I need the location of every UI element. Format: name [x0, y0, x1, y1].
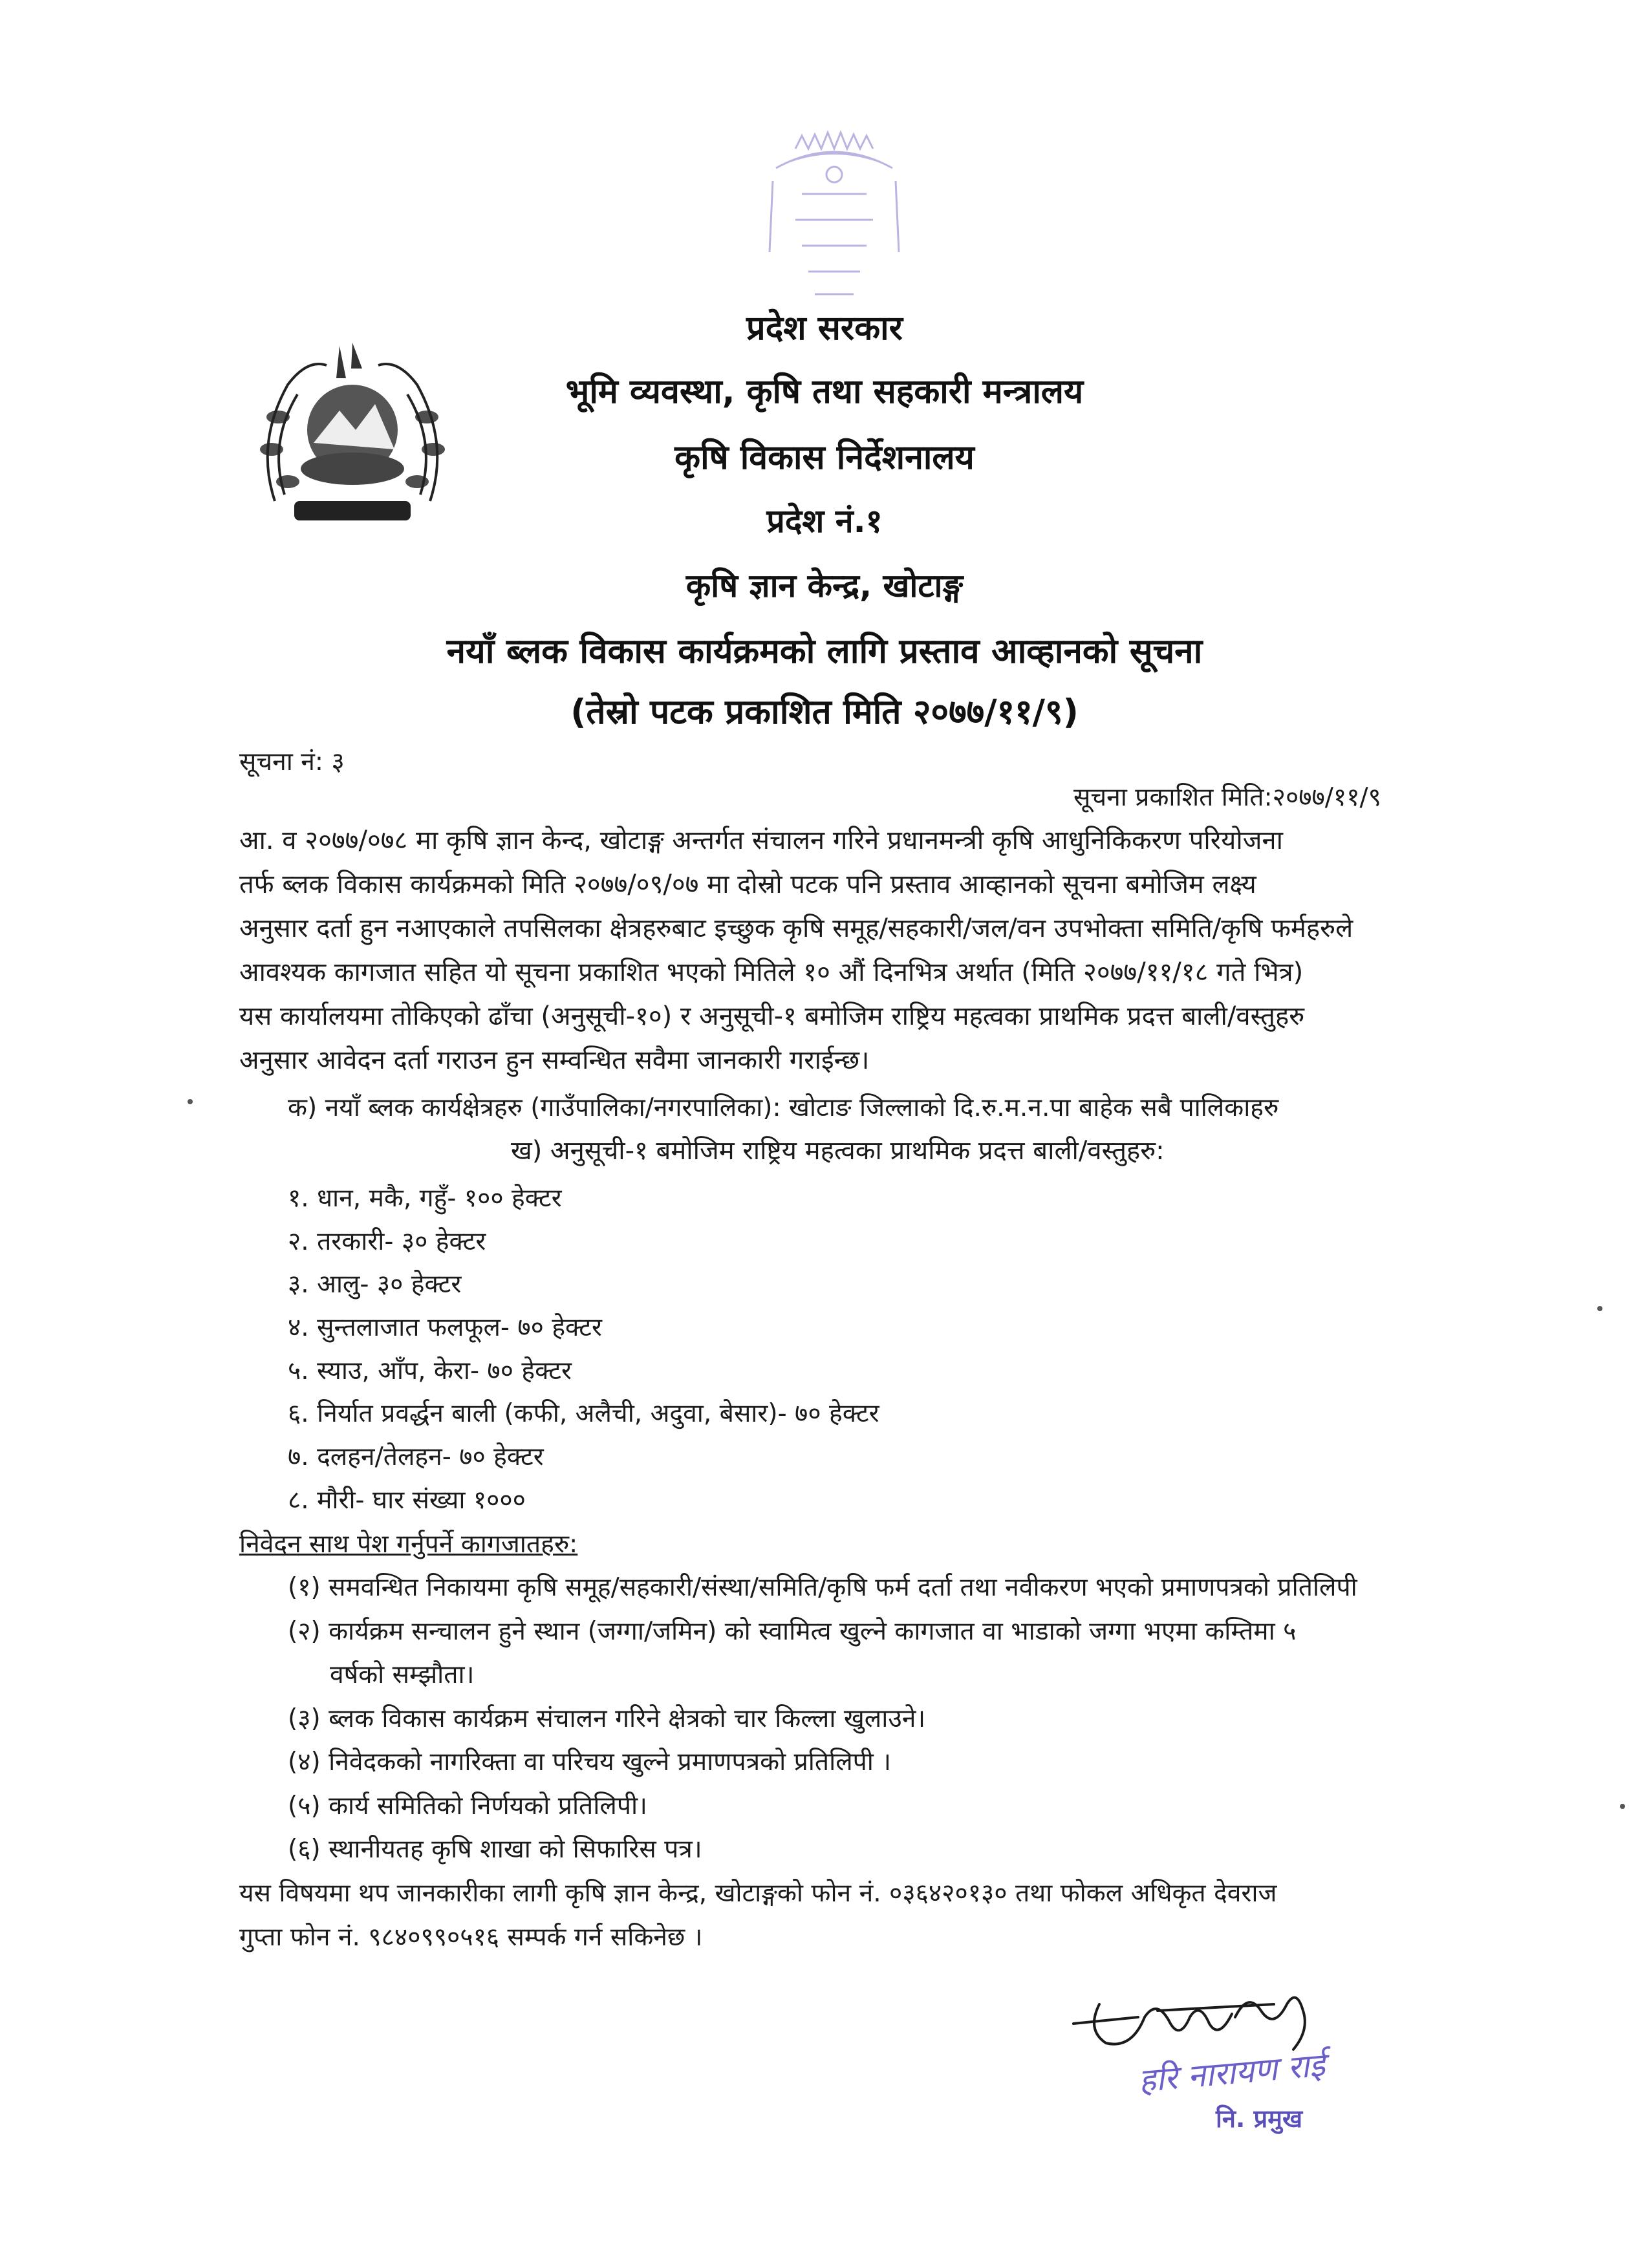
header-province-government: प्रदेश सरकार — [746, 309, 903, 348]
signatory-name: हरि नारायण राई — [1137, 2046, 1327, 2100]
crop-item: ३. आलु- ३० हेक्टर — [288, 1270, 462, 1299]
intro-line: अनुसार आवेदन दर्ता गराउन हुन सम्वन्धित सवैमा जानकारी गराईन्छ। — [239, 1045, 870, 1075]
document-item: (४) निवेदकको नागरिक्ता वा परिचय खुल्ने प्रमाणपत्रको प्रतिलिपी । — [288, 1748, 892, 1777]
crop-item: ५. स्याउ, आँप, केरा- ७० हेक्टर — [288, 1356, 572, 1385]
document-item: (३) ब्लक विकास कार्यक्रम संचालन गरिने क्षेत्रको चार किल्ला खुलाउने। — [288, 1704, 926, 1733]
notice-title: नयाँ ब्लक विकास कार्यक्रमको लागि प्रस्ताव आव्हानको सूचना — [446, 632, 1203, 671]
scan-speck — [1597, 1306, 1602, 1311]
document-item: (६) स्थानीयतह कृषि शाखा को सिफारिस पत्र। — [288, 1835, 702, 1864]
office-stamp-icon — [750, 123, 918, 323]
header-office: कृषि ज्ञान केन्द्र, खोटाङ्ग — [685, 567, 964, 604]
document-item: (५) कार्य समितिको निर्णयको प्रतिलिपी। — [288, 1792, 647, 1821]
document-item-continuation: वर्षको सम्झौता। — [330, 1660, 475, 1689]
crop-item: १. धान, मकै, गहुँ- १०० हेक्टर — [288, 1184, 562, 1213]
crop-item: ७. दलहन/तेलहन- ७० हेक्टर — [288, 1442, 544, 1471]
documents-heading: निवेदन साथ पेश गर्नुपर्ने कागजातहरु: — [239, 1530, 578, 1559]
intro-line: आ. व २०७७/०७८ मा कृषि ज्ञान केन्द, खोटाङ्ग अन्तर्गत संचालन गरिने प्रधानमन्त्री कृषि आधुनिकिकरण परियोजना — [239, 826, 1283, 855]
document-item: (१) समवन्धित निकायमा कृषि समूह/सहकारी/संस्था/समिति/कृषि फर्म दर्ता तथा नवीकरण भएको प्रमाणपत्रको प्रतिलिपी — [288, 1573, 1357, 1602]
signatory-title: नि. प्रमुख — [1216, 2104, 1303, 2133]
crop-item: २. तरकारी- ३० हेक्टर — [288, 1227, 486, 1256]
contact-line: यस विषयमा थप जानकारीका लागी कृषि ज्ञान केन्द्र, खोटाङ्गको फोन नं. ०३६४२०१३० तथा फोकल अधिकृत देवराज — [239, 1879, 1277, 1908]
section-kha: ख) अनुसूची-१ बमोजिम राष्ट्रिय महत्वका प्राथमिक प्रदत्त बाली/वस्तुहरु: — [511, 1136, 1165, 1166]
scan-speck — [188, 1099, 193, 1104]
crop-item: ८. मौरी- घार संख्या १००० — [288, 1486, 526, 1515]
crop-item: ६. निर्यात प्रवर्द्धन बाली (कफी, अलैची, अदुवा, बेसार)- ७० हेक्टर — [288, 1399, 879, 1428]
notice-number: सूचना नं: ३ — [239, 747, 345, 776]
published-date: सूचना प्रकाशित मिति:२०७७/११/९ — [1073, 783, 1381, 812]
notice-subtitle: (तेस्रो पटक प्रकाशित मिति २०७७/११/९) — [570, 692, 1079, 732]
header-directorate: कृषि विकास निर्देशनालय — [674, 438, 975, 477]
intro-line: आवश्यक कागजात सहित यो सूचना प्रकाशित भएको मितिले १० औं दिनभित्र अर्थात (मिति २०७७/११/१८ गते भित्र) — [239, 957, 1304, 987]
section-ka: क) नयाँ ब्लक कार्यक्षेत्रहरु (गाउँपालिका/नगरपालिका): खोटाङ जिल्लाको दि.रु.म.न.पा बाहेक सबै पालिकाहरु — [288, 1093, 1279, 1122]
intro-line: यस कार्यालयमा तोकिएको ढाँचा (अनुसूची-१०) र अनुसूची-१ बमोजिम राष्ट्रिय महत्वका प्राथमिक प्रदत्त बाली/वस्तुहरु — [239, 1001, 1305, 1031]
document-item: (२) कार्यक्रम सन्चालन हुने स्थान (जग्गा/जमिन) को स्वामित्व खुल्ने कागजात वा भाडाको जग्गा भएमा कम्तिमा ५ — [288, 1617, 1297, 1646]
intro-line: तर्फ ब्लक विकास कार्यक्रमको मिति २०७७/०९/०७ मा दोस्रो पटक पनि प्रस्ताव आव्हानको सूचना बमोजिम लक्ष्य — [239, 870, 1256, 899]
intro-paragraph — [239, 818, 1481, 1082]
contact-line: गुप्ता फोन नं. ९८४०९९०५१६ सम्पर्क गर्न सकिनेछ । — [239, 1923, 703, 1952]
header-province-number: प्रदेश नं.१ — [766, 502, 883, 540]
header-ministry: भूमि व्यवस्था, कृषि तथा सहकारी मन्त्रालय — [565, 372, 1084, 411]
crop-item: ४. सुन्तलाजात फलफूल- ७० हेक्टर — [288, 1313, 602, 1342]
scan-speck — [1620, 1804, 1625, 1809]
intro-line: अनुसार दर्ता हुन नआएकाले तपसिलका क्षेत्रहरुबाट इच्छुक कृषि समूह/सहकारी/जल/वन उपभोक्ता समिति/कृषि फर्महरुले — [239, 914, 1353, 943]
